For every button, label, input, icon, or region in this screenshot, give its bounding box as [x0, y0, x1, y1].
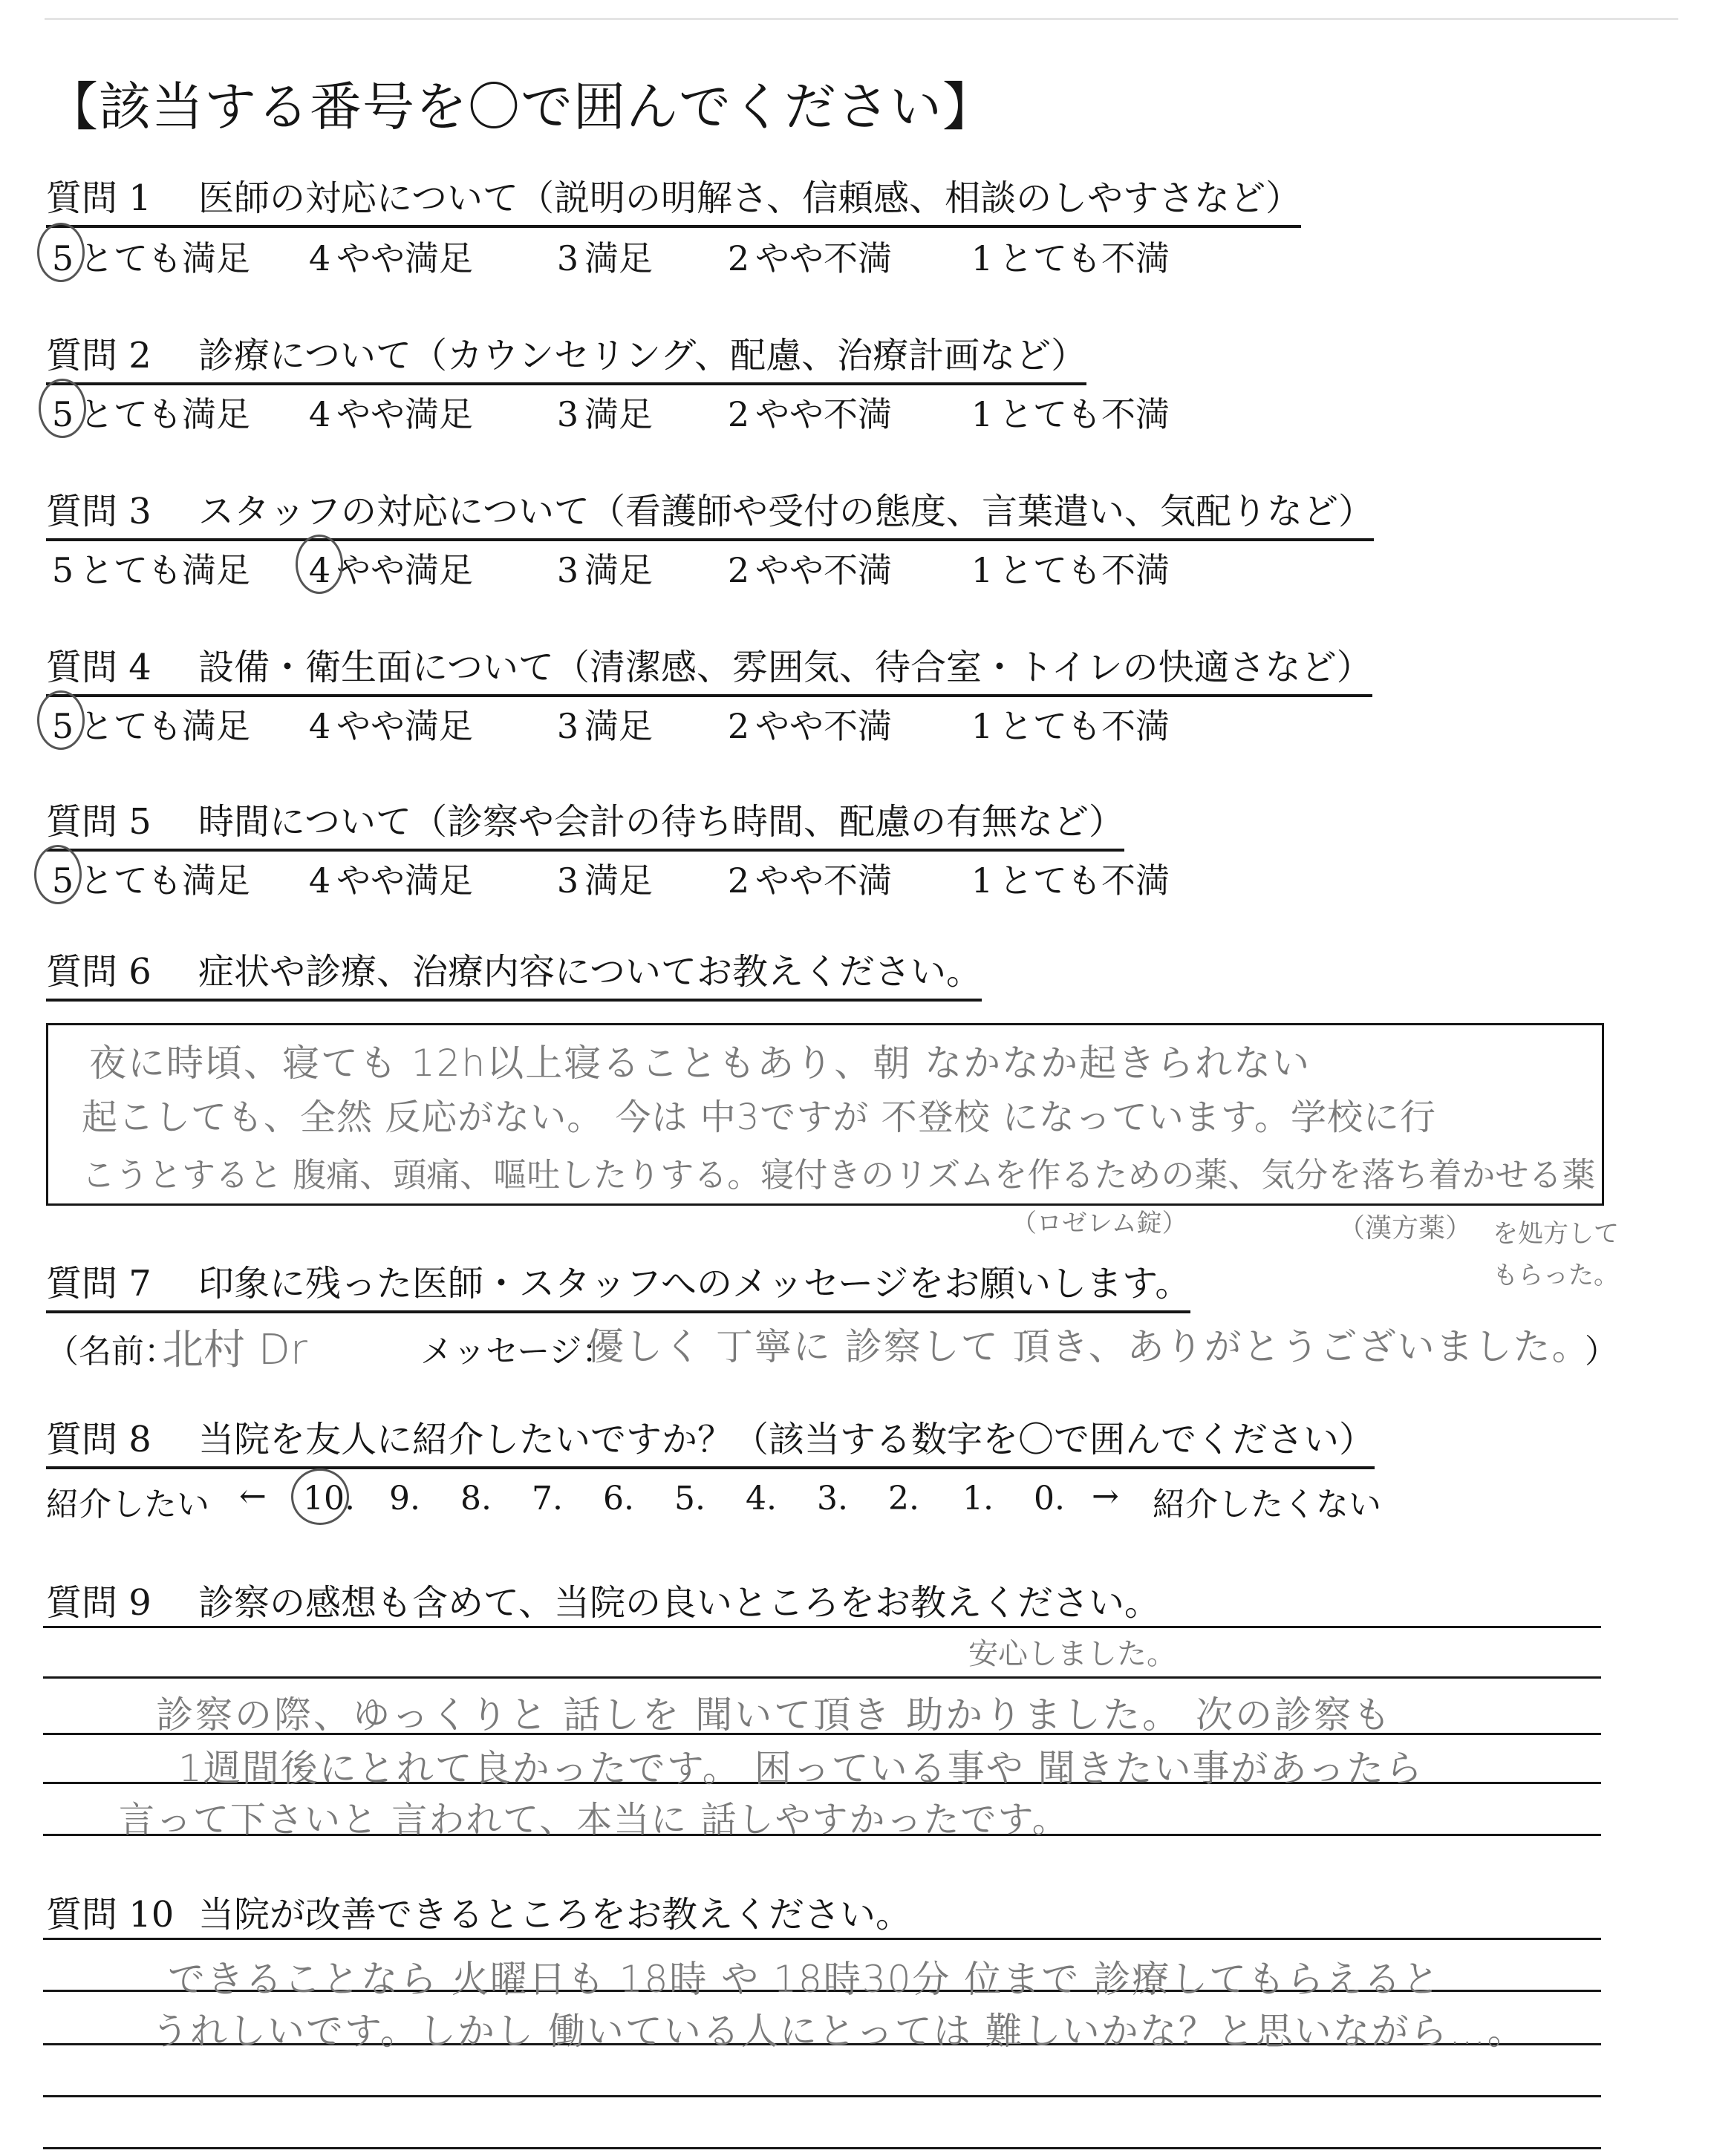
question-text: 印象に残った医師・スタッフへのメッセージをお願いします。 — [198, 1263, 1191, 1304]
q3-selection-circle — [296, 535, 343, 594]
q1-selection-circle — [37, 223, 85, 282]
question-text: 医師の対応について（説明の明解さ、信頼感、相談のしやすさなど） — [198, 177, 1302, 219]
q7-message-value[interactable]: 優しく 丁寧に 診察して 頂き、ありがとうございました。 — [587, 1325, 1591, 1368]
q8-score-8[interactable]: 8. — [460, 1480, 492, 1518]
page-heading: 【該当する番号を〇で囲んでください】 — [46, 76, 995, 137]
q4-option-3[interactable]: 3 満足 — [556, 706, 653, 746]
q10-rule-5 — [43, 2147, 1601, 2149]
q2-option-5[interactable]: 5 とても満足 — [51, 394, 250, 434]
question-number: 質問 3 — [46, 491, 151, 532]
question-number: 質問 5 — [46, 801, 151, 843]
q4-option-1[interactable]: 1 とても不満 — [971, 706, 1170, 746]
q10-answer-line-2: うれしいです。しかし 働いている人にとっては 難しいかな？と思いながら…。 — [151, 2010, 1526, 2053]
q7-close-paren: ） — [1585, 1333, 1617, 1371]
q5-selection-circle — [34, 845, 82, 904]
question-2-title — [46, 327, 1086, 385]
q8-score-6[interactable]: 6. — [603, 1480, 634, 1518]
q6-note-rozerem: （ロゼレム錠） — [1011, 1209, 1187, 1238]
q3-option-2[interactable]: 2 やや不満 — [727, 550, 892, 590]
question-number: 質問 1 — [46, 177, 151, 219]
question-3-title — [46, 483, 1374, 541]
question-text: スタッフの対応について（看護師や受付の態度、言葉遣い、気配りなど） — [198, 491, 1375, 532]
question-text: 設備・衛生面について（清潔感、雰囲気、待合室・トイレの快適さなど） — [198, 647, 1372, 688]
q3-option-5[interactable]: 5 とても満足 — [51, 550, 250, 590]
question-4-title — [46, 638, 1372, 697]
q4-option-5[interactable]: 5 とても満足 — [51, 706, 250, 746]
q3-option-3[interactable]: 3 満足 — [556, 550, 653, 590]
q9-rule-1 — [43, 1626, 1601, 1628]
q7-message-label: メッセージ： — [420, 1333, 615, 1371]
question-text: 時間について（診察や会計の待ち時間、配慮の有無など） — [198, 801, 1125, 843]
q8-score-10[interactable]: 10. — [303, 1480, 355, 1518]
q8-left-arrow: ← — [239, 1477, 267, 1515]
question-number: 質問 7 — [46, 1263, 151, 1304]
q10-answer-line-1: できることなら 火曜日も 18時 や 18時30分 位まで 診療してもらえると — [168, 1958, 1441, 2001]
q4-selection-circle — [37, 690, 85, 750]
q6-answer-line-3: こうとすると 腹痛、頭痛、嘔吐したりする。寝付きのリズムを作るための薬、気分を落ち着かせる薬 — [82, 1155, 1596, 1195]
q9-answer-line-2: 1週間後にとれて良かったです。 困っている事や 聞きたい事があったら — [178, 1747, 1424, 1790]
q8-score-2[interactable]: 2. — [888, 1480, 919, 1518]
q2-selection-circle — [39, 379, 86, 438]
q7-name-value[interactable]: 北村 Dr — [162, 1326, 307, 1374]
q1-option-1[interactable]: 1 とても不満 — [971, 238, 1170, 278]
q5-option-2[interactable]: 2 やや不満 — [727, 860, 892, 901]
q9-answer-line-1: 診察の際、ゆっくりと 話しを 聞いて頂き 助かりました。 次の診察も — [156, 1693, 1393, 1737]
q5-option-3[interactable]: 3 満足 — [556, 860, 653, 901]
question-10-title — [46, 1886, 911, 1941]
q8-left-label: 紹介したい — [46, 1486, 209, 1523]
q10-rule-1 — [43, 1938, 1601, 1940]
q7-name-label: （名前： — [46, 1333, 177, 1371]
question-5-title — [46, 793, 1124, 852]
q8-score-5[interactable]: 5. — [674, 1480, 705, 1518]
q3-option-1[interactable]: 1 とても不満 — [971, 550, 1170, 590]
question-9-title — [46, 1574, 1160, 1630]
q8-score-1[interactable]: 1. — [962, 1480, 994, 1518]
q8-right-arrow: → — [1092, 1477, 1119, 1515]
q8-right-label: 紹介したくない — [1153, 1486, 1381, 1523]
question-text: 当院を友人に紹介したいですか？（該当する数字を〇で囲んでください） — [198, 1419, 1375, 1460]
q1-option-5[interactable]: 5 とても満足 — [51, 238, 250, 278]
q8-score-9[interactable]: 9. — [389, 1480, 420, 1518]
q1-option-3[interactable]: 3 満足 — [556, 238, 653, 278]
q6-answer-line-2: 起こしても、全然 反応がない。 今は 中3ですが 不登校 になっています。学校に行 — [82, 1097, 1436, 1138]
q9-answer-note: 安心しました。 — [968, 1637, 1176, 1671]
question-text: 診療について（カウンセリング、配慮、治療計画など） — [198, 335, 1087, 376]
q3-option-4[interactable]: 4 やや満足 — [308, 550, 473, 590]
question-6-title — [46, 943, 982, 1002]
question-1-title — [46, 169, 1301, 228]
q6-answer-line-1: 夜に時頃、寝ても 12h以上寝ることもあり、朝 なかなか起きられない — [89, 1042, 1311, 1085]
question-text: 診察の感想も含めて、当院の良いところをお教えください。 — [198, 1582, 1161, 1624]
q2-option-4[interactable]: 4 やや満足 — [308, 394, 473, 434]
question-number: 質問 10 — [46, 1894, 175, 1936]
q4-option-4[interactable]: 4 やや満足 — [308, 706, 473, 746]
q8-score-7[interactable]: 7. — [532, 1480, 563, 1518]
question-number: 質問 6 — [46, 951, 151, 993]
question-number: 質問 2 — [46, 335, 151, 376]
q6-note-kampo: （漢方薬） — [1338, 1213, 1473, 1244]
q2-option-2[interactable]: 2 やや不満 — [727, 394, 892, 434]
question-7-title — [46, 1255, 1190, 1313]
q6-note-prescribed: を処方して — [1493, 1219, 1619, 1249]
q10-rule-4 — [43, 2095, 1601, 2097]
question-8-title — [46, 1411, 1375, 1469]
scan-top-edge — [45, 18, 1678, 20]
q5-option-4[interactable]: 4 やや満足 — [308, 860, 473, 901]
question-number: 質問 8 — [46, 1419, 151, 1460]
q1-option-2[interactable]: 2 やや不満 — [727, 238, 892, 278]
question-number: 質問 9 — [46, 1582, 151, 1624]
q1-option-4[interactable]: 4 やや満足 — [308, 238, 473, 278]
question-text: 症状や診療、治療内容についてお教えください。 — [198, 951, 982, 993]
q6-note-received: もらった。 — [1493, 1261, 1619, 1290]
q5-option-5[interactable]: 5 とても満足 — [51, 860, 250, 901]
q9-rule-2 — [43, 1676, 1601, 1679]
question-number: 質問 4 — [46, 647, 151, 688]
q9-answer-line-3: 言って下さいと 言われて、本当に 話しやすかったです。 — [119, 1799, 1069, 1840]
q2-option-1[interactable]: 1 とても不満 — [971, 394, 1170, 434]
q8-score-3[interactable]: 3. — [817, 1480, 848, 1518]
question-text: 当院が改善できるところをお教えください。 — [198, 1894, 912, 1936]
q2-option-3[interactable]: 3 満足 — [556, 394, 653, 434]
q8-selection-circle — [291, 1469, 349, 1525]
q8-score-4[interactable]: 4. — [746, 1480, 777, 1518]
q4-option-2[interactable]: 2 やや不満 — [727, 706, 892, 746]
q8-score-0[interactable]: 0. — [1034, 1480, 1065, 1518]
q5-option-1[interactable]: 1 とても不満 — [971, 860, 1170, 901]
